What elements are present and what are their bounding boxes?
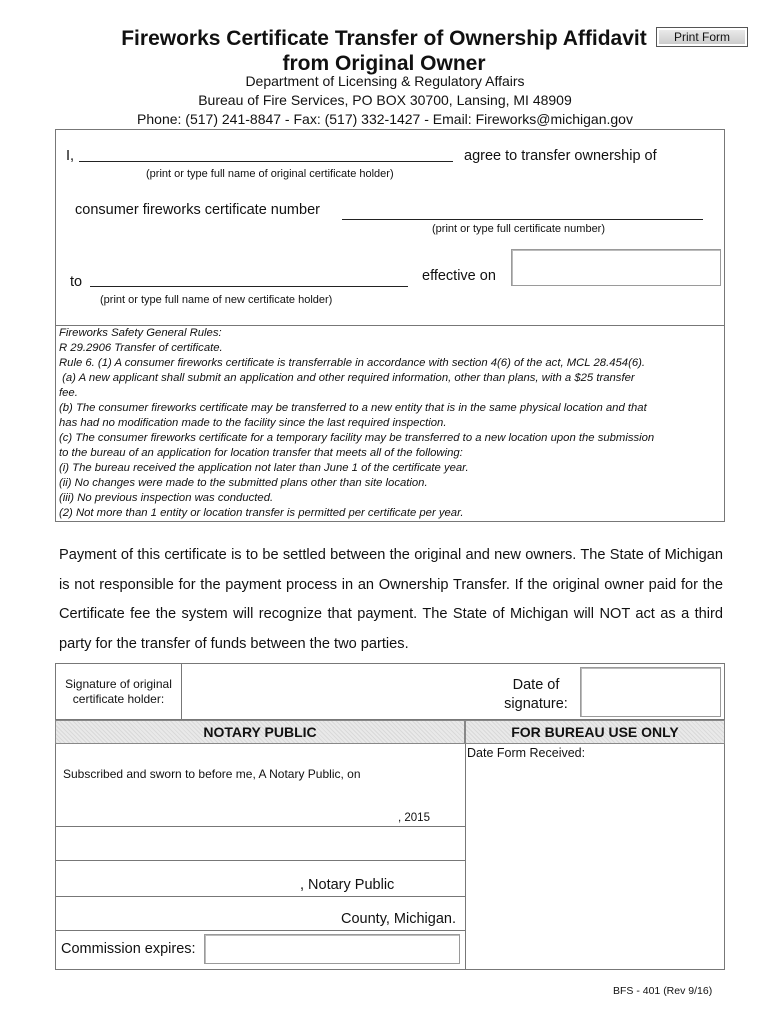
form-title	[64, 26, 704, 76]
original-holder-name-field[interactable]	[79, 146, 453, 162]
date-of-signature-field[interactable]	[580, 667, 721, 717]
sworn-statement: Subscribed and sworn to before me, A Notary Public, on	[63, 767, 361, 781]
notary-name-field[interactable]	[56, 861, 296, 896]
date-form-received-field[interactable]	[467, 762, 723, 968]
signature-label-line-1: Signature of original	[65, 677, 172, 691]
cert-number-hint: (print or type full certificate number)	[432, 223, 606, 235]
date-label-line-1: Date of	[512, 677, 560, 693]
i-label: I,	[66, 148, 75, 164]
cert-number-label: consumer fireworks certificate number	[75, 202, 320, 218]
new-holder-hint: (print or type full name of new certificate holder)	[100, 294, 333, 306]
effective-label: effective on	[422, 268, 496, 284]
signature-label-line-2: certificate holder:	[72, 692, 165, 706]
rule-line: to the bureau of an application for location transfer that meets all of the following:	[59, 447, 463, 459]
cert-number-field[interactable]	[342, 204, 703, 220]
new-holder-name-field[interactable]	[90, 271, 408, 287]
date-of-signature-label	[494, 676, 578, 714]
county-label: County, Michigan.	[341, 911, 456, 927]
signature-divider	[181, 663, 182, 720]
bureau-use-heading: FOR BUREAU USE ONLY	[465, 720, 725, 744]
rule-line: (i) The bureau received the application not later than June 1 of the certificate year.	[59, 462, 469, 474]
rule-line: (a) A new applicant shall submit an application and other required information, other than plans, with a $25 transfer	[59, 372, 635, 384]
rule-line: (c) The consumer fireworks certificate for a temporary facility may be transferred to a new location upon the submission	[59, 432, 655, 444]
signature-field[interactable]	[184, 665, 484, 718]
notary-heading: NOTARY PUBLIC	[55, 720, 465, 744]
original-holder-hint: (print or type full name of original certificate holder)	[146, 168, 394, 180]
signature-label	[58, 677, 179, 707]
title-line-1: Fireworks Certificate Transfer of Ownership Affidavit	[121, 27, 647, 50]
rule-line: (ii) No changes were made to the submitted plans other than site location.	[59, 477, 428, 489]
to-label: to	[70, 274, 83, 290]
print-form-button[interactable]: Print Form	[656, 27, 748, 47]
county-field[interactable]	[56, 897, 336, 930]
title-line-2: from Original Owner	[282, 52, 486, 75]
commission-label: Commission expires:	[61, 941, 196, 957]
year-label: , 2015	[398, 812, 430, 824]
rule-line: Rule 6. (1) A consumer fireworks certificate is transferrable in accordance with section 4(6) of the act, MCL 28.454(6).	[59, 357, 646, 369]
commission-expires-field[interactable]	[204, 934, 460, 964]
form-id: BFS - 401 (Rev 9/16)	[613, 985, 713, 997]
rules-section	[55, 325, 725, 522]
department-name: Department of Licensing & Regulatory Affairs	[245, 73, 525, 89]
rule-line: R 29.2906 Transfer of certificate.	[59, 342, 223, 354]
rule-line: Fireworks Safety General Rules:	[59, 327, 222, 339]
notary-blank-field[interactable]	[56, 827, 464, 860]
notary-public-label: , Notary Public	[300, 877, 395, 893]
bureau-address: Bureau of Fire Services, PO BOX 30700, Lansing, MI 48909	[198, 92, 572, 108]
notary-row-line-4	[55, 930, 465, 931]
rule-line: (b) The consumer fireworks certificate may be transferred to a new entity that is in the same physical location and that	[59, 402, 647, 414]
payment-notice: Payment of this certificate is to be settled between the original and new owners. The State of Michigan is not responsible for the payment process in an Ownership Transfer. If the original owner paid for the Certificate fee the system will recognize that payment. The State of Michigan will NOT act as a third party for the transfer of funds between the two parties.	[59, 547, 723, 652]
notary-bureau-divider	[465, 744, 466, 970]
agree-label: agree to transfer ownership of	[464, 148, 657, 164]
effective-date-field[interactable]	[511, 249, 721, 286]
date-label-line-2: signature:	[504, 696, 568, 712]
date-form-received-label: Date Form Received:	[467, 746, 586, 760]
rule-line: (iii) No previous inspection was conducted.	[59, 492, 274, 504]
contact-info: Phone: (517) 241-8847 - Fax: (517) 332-1427 - Email: Fireworks@michigan.gov	[137, 111, 633, 127]
rule-line: has had no modification made to the facility since the last required inspection.	[59, 417, 447, 429]
rule-line: (2) Not more than 1 entity or location transfer is permitted per certificate per year.	[59, 507, 464, 519]
rules-text	[59, 326, 724, 521]
rule-line: fee.	[59, 387, 78, 399]
